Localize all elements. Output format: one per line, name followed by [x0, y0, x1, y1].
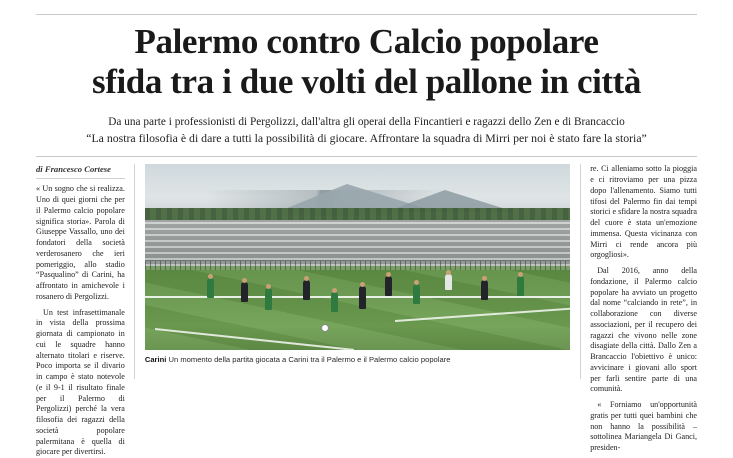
photo-player	[303, 280, 310, 300]
photo-player	[265, 288, 272, 310]
photo-player	[481, 280, 488, 300]
photo-player	[331, 292, 338, 312]
headline-line-1: Palermo contro Calcio popolare	[135, 22, 599, 61]
subdeck	[60, 114, 674, 147]
photo-player	[359, 286, 366, 309]
photo-caption	[145, 355, 570, 365]
deck-divider	[36, 156, 697, 157]
article-columns	[36, 164, 697, 379]
photo-pitch	[145, 270, 570, 350]
byline: di Francesco Cortese	[36, 164, 125, 179]
photo-player	[385, 276, 392, 296]
photo-player	[207, 278, 214, 298]
match-photo	[145, 164, 570, 350]
photo-player	[413, 284, 420, 304]
right-column-body	[590, 164, 697, 454]
page-title	[36, 0, 697, 102]
paragraph: « Forniamo un'opportunità gratis per tutti quei bambini che non hanno la possibilità – sottolinea Mariangela Di Ganci, presiden-	[590, 400, 697, 454]
left-column	[36, 164, 135, 379]
paragraph: re. Ci alleniamo sotto la pioggia e ci ritroviamo per una pizza dopo l'allenamento. Siamo tutti tifosi del Palermo fin dai tempi storici e sfidare la nostra squadra del cuore è stata un'emozione immensa. Questa vicinanza con Mirri ci rende ancora più orgogliosi».	[590, 164, 697, 261]
paragraph: Dal 2016, anno della fondazione, il Palermo calcio popolare ha avviato un progetto dal nome “calciando in rete”, in collaborazione con diverse associazioni, per il recupero dei ragazzi che vivono nelle zone disagiate della città. Dallo Zen a Brancaccio l'obiettivo è unico: avvicinare i giovani allo sport per farli sentire parte di una comunità.	[590, 266, 697, 395]
paragraph: « Un sogno che si realizza. Uno di quei giorni che per il Palermo calcio popolare significa storia». Parola di Giuseppe Vassallo, uno dei fondatori della società verderosanero che ieri pomeriggio, allo stadio “Pasqualino” di Carini, ha affrontato in amichevole i rosanero di Pergolizzi.	[36, 184, 125, 302]
paragraph: Un test infrasettimanale in vista della prossima giornata di campionato in cui le squadre hanno alternato titolari e riserve. Poco importa se il divario in campo è stato notevole (e il 9-1 il risultato finale per il Palermo di Pergolizzi) perché la vera filosofia dei ragazzi della società popolare palermitana è quella di giocare per divertirsi.	[36, 308, 125, 458]
headline-line-2: sfida tra i due volti del pallone in città	[36, 62, 697, 102]
subdeck-quote: “La nostra filosofia è di dare a tutti la possibilità di giocare. Affrontare la squadra di Mirri per noi è stato fare la storia”	[60, 130, 674, 147]
photo-player	[241, 282, 248, 302]
right-column	[580, 164, 697, 379]
photo-player	[445, 274, 452, 290]
subdeck-line: Da una parte i professionisti di Pergolizzi, dall'altra gli operai della Fincantieri e ragazzi dello Zen e di Brancaccio	[108, 116, 625, 128]
left-column-body	[36, 184, 125, 458]
center-column	[135, 164, 580, 379]
photo-caption-text: Un momento della partita giocata a Carini tra il Palermo e il Palermo calcio popolare	[169, 355, 451, 364]
photo-player	[517, 276, 524, 296]
photo-caption-label: Carini	[145, 355, 167, 364]
top-divider	[36, 14, 697, 15]
